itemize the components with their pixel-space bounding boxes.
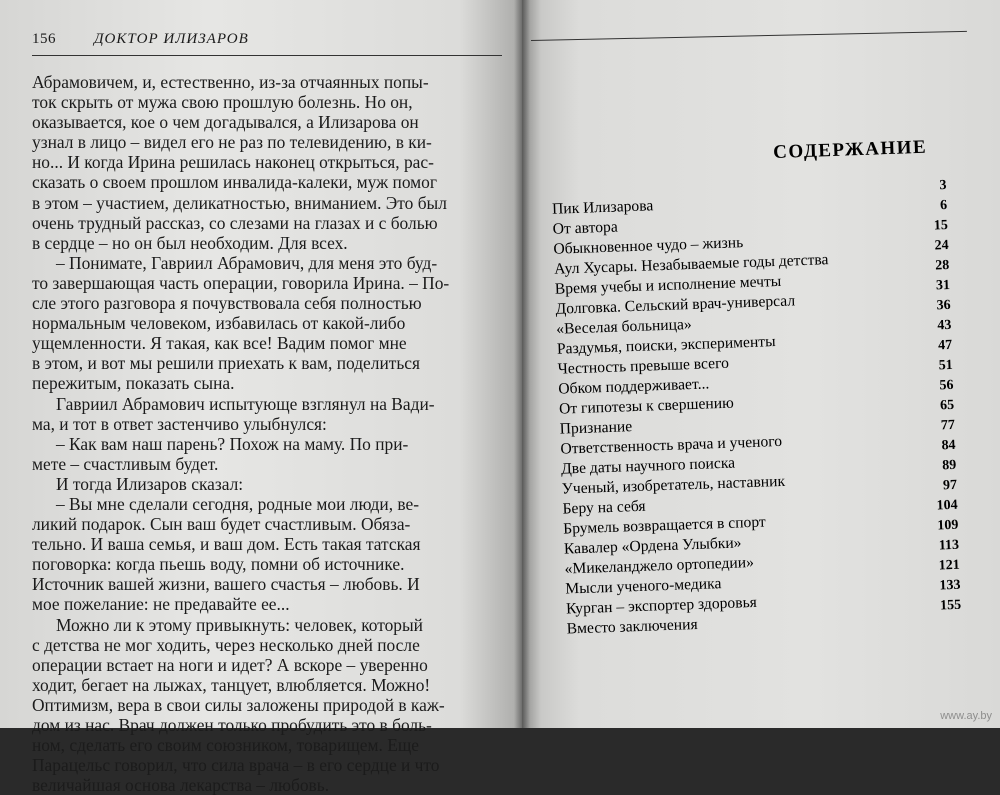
toc-entry-page: 133 xyxy=(939,577,961,594)
toc-entry-label: Пик Илизарова xyxy=(551,197,654,218)
body-line: сказать о своем прошлом инвалида-калеки, муж помог xyxy=(32,172,438,193)
toc-entry-page: 84 xyxy=(941,437,956,454)
toc-entry-label: Ответственность врача и ученого xyxy=(560,432,783,458)
toc-title: СОДЕРЖАНИЕ xyxy=(772,136,928,164)
body-line: Гавриил Абрамович испытующе взглянул на Вади- xyxy=(56,393,435,414)
toc-entry-page: 47 xyxy=(937,337,953,354)
body-line: с детства не мог ходить, через несколько дней после xyxy=(32,634,420,655)
toc-entry-label: Вместо заключения xyxy=(566,615,698,638)
toc-entry-label: Честность превыше всего xyxy=(557,354,730,378)
body-line: Оптимизм, вера в свои силы заложены природой в каж- xyxy=(32,694,445,715)
body-line: ликий подарок. Сын ваш будет счастливым. Обяза- xyxy=(32,514,411,535)
toc-entry-label: Признание xyxy=(559,418,633,438)
toc-entry-page: 15 xyxy=(933,217,949,234)
body-line: но... И когда Ирина решилась наконец открыться, рас- xyxy=(32,152,434,173)
body-line: ущемленности. Я такая, как все! Вадим помог мне xyxy=(32,333,407,354)
body-line: узнал в лицо – видел его не раз по телевидению, в ки- xyxy=(32,132,432,153)
toc-entry-label: Аул Хусары. Незабываемые годы детства xyxy=(553,251,829,278)
toc-list xyxy=(547,178,962,640)
running-title: ДОКТОР ИЛИЗАРОВ xyxy=(94,31,249,47)
page-number: 156 xyxy=(32,31,56,47)
toc-entry-page: 109 xyxy=(937,517,959,534)
body-line: ходит, бегает на лыжах, танцует, влюбляется. Можно! xyxy=(32,674,431,695)
toc-entry-page: 43 xyxy=(937,317,952,334)
body-line: Источник вашей жизни, вашего счастья – любовь. И xyxy=(32,574,420,595)
toc-entry-label: Мысли ученого-медика xyxy=(565,575,722,598)
toc-entry-page: 31 xyxy=(935,277,951,294)
toc-entry-page: 113 xyxy=(938,537,960,554)
toc-entry-page: 6 xyxy=(939,198,948,214)
toc-entry-page: 121 xyxy=(938,557,961,574)
watermark: www.ay.by xyxy=(940,710,992,722)
body-line: сле этого разговора я почувствовала себя полностью xyxy=(32,293,422,314)
body-line: ном, сделать его своим союзником, товарищем. Еще xyxy=(32,735,419,756)
body-line: – Понимате, Гавриил Абрамович, для меня это буд- xyxy=(56,252,438,273)
toc-entry-label: Кавалер «Ордена Улыбки» xyxy=(563,534,742,558)
toc-entry-page: 28 xyxy=(935,257,950,274)
toc-entry-label: Обыкновенное чудо – жизнь xyxy=(553,234,744,258)
body-line: ток скрыть от мужа свою прошлую болезнь. Но он, xyxy=(32,92,413,113)
toc-entry-page: 77 xyxy=(940,417,956,434)
body-line: величайшая основа лекарства – любовь. xyxy=(32,775,330,795)
toc-entry-page: 97 xyxy=(942,477,958,494)
body-line: – Как вам наш парень? Похож на маму. По при- xyxy=(56,433,409,454)
body-line: Можно ли к этому привыкнуть: человек, который xyxy=(56,614,423,635)
toc-entry-label: «Веселая больница» xyxy=(555,315,692,338)
body-line: поговорка: когда пьешь воду, помни об источнике. xyxy=(32,554,405,575)
toc-entry-label: Беру на себя xyxy=(562,497,646,518)
body-line: пережитым, показать сына. xyxy=(32,373,235,394)
toc-entry-page: 89 xyxy=(942,457,957,474)
body-line: мете – счастливым будет. xyxy=(32,453,219,474)
toc-entry-page: 24 xyxy=(934,237,949,254)
body-line: Абрамовичем, и, естественно, из-за отчаянных попы- xyxy=(32,72,429,92)
body-line: очень трудный рассказ, со слезами на глазах и с болью xyxy=(32,212,438,233)
toc-entry-page: 65 xyxy=(939,397,955,414)
toc-entry-label: Обком поддерживает... xyxy=(558,375,710,398)
body-line: в сердце – но он был необходим. Для всех. xyxy=(32,232,348,253)
body-line: И тогда Илизаров сказал: xyxy=(56,473,244,494)
body-line: тельно. И ваша семья, и ваш дом. Есть такая татская xyxy=(32,534,421,555)
body-line: то завершающая часть операции, говорила Ирина. – По- xyxy=(32,272,450,293)
body-line: в этом, и вот мы решили приехать к вам, поделиться xyxy=(32,353,421,374)
body-line: дом из нас. Врач должен только пробудить это в боль- xyxy=(32,715,432,735)
running-head xyxy=(32,31,502,56)
toc-entry-label: От гипотезы к свершению xyxy=(558,394,735,418)
toc-entry-page: 56 xyxy=(939,377,954,394)
toc-entry-page: 51 xyxy=(938,357,954,374)
body-line: – Вы мне сделали сегодня, родные мои люди, ве- xyxy=(56,493,420,514)
toc-entry-page: 104 xyxy=(936,497,958,514)
body-text xyxy=(32,72,492,795)
table-of-contents xyxy=(545,136,963,670)
body-line: ма, и тот в ответ застенчиво улыбнулся: xyxy=(32,413,327,434)
toc-entry-label: «Микеланджело ортопедии» xyxy=(564,553,755,578)
toc-entry-page: 3 xyxy=(939,178,947,194)
body-line: нормальным человеком, избавилась от какой-либо xyxy=(32,313,406,334)
toc-entry-label: Долговка. Сельский врач-универсал xyxy=(555,292,796,318)
body-line: мое пожелание: не предавайте ее... xyxy=(32,594,290,615)
toc-entry-label: Ученый, изобретатель, наставник xyxy=(561,472,786,498)
toc-entry-label: Брумель возвращается в спорт xyxy=(562,513,767,538)
toc-entry-label: Время учебы и исполнение мечты xyxy=(554,272,782,298)
toc-entry-label: Раздумья, поиски, эксперименты xyxy=(556,333,776,358)
toc-entry-page: 155 xyxy=(939,597,962,614)
body-line: оказывается, кое о чем догадывался, а Илизарова он xyxy=(32,112,419,133)
toc-entry-label: Курган – экспортер здоровья xyxy=(565,593,758,618)
book-gutter xyxy=(514,0,530,728)
body-line: операции встает на ноги и идет? А вскоре – уверенно xyxy=(32,654,428,675)
toc-entry-page: 36 xyxy=(936,297,951,314)
body-line: Парацельс говорил, что сила врача – в его сердце и что xyxy=(32,755,440,776)
toc-entry-label: От автора xyxy=(552,218,619,238)
toc-entry-label: Две даты научного поиска xyxy=(560,454,736,478)
body-line: в этом – участием, деликатностью, вниманием. Это был xyxy=(32,192,447,213)
